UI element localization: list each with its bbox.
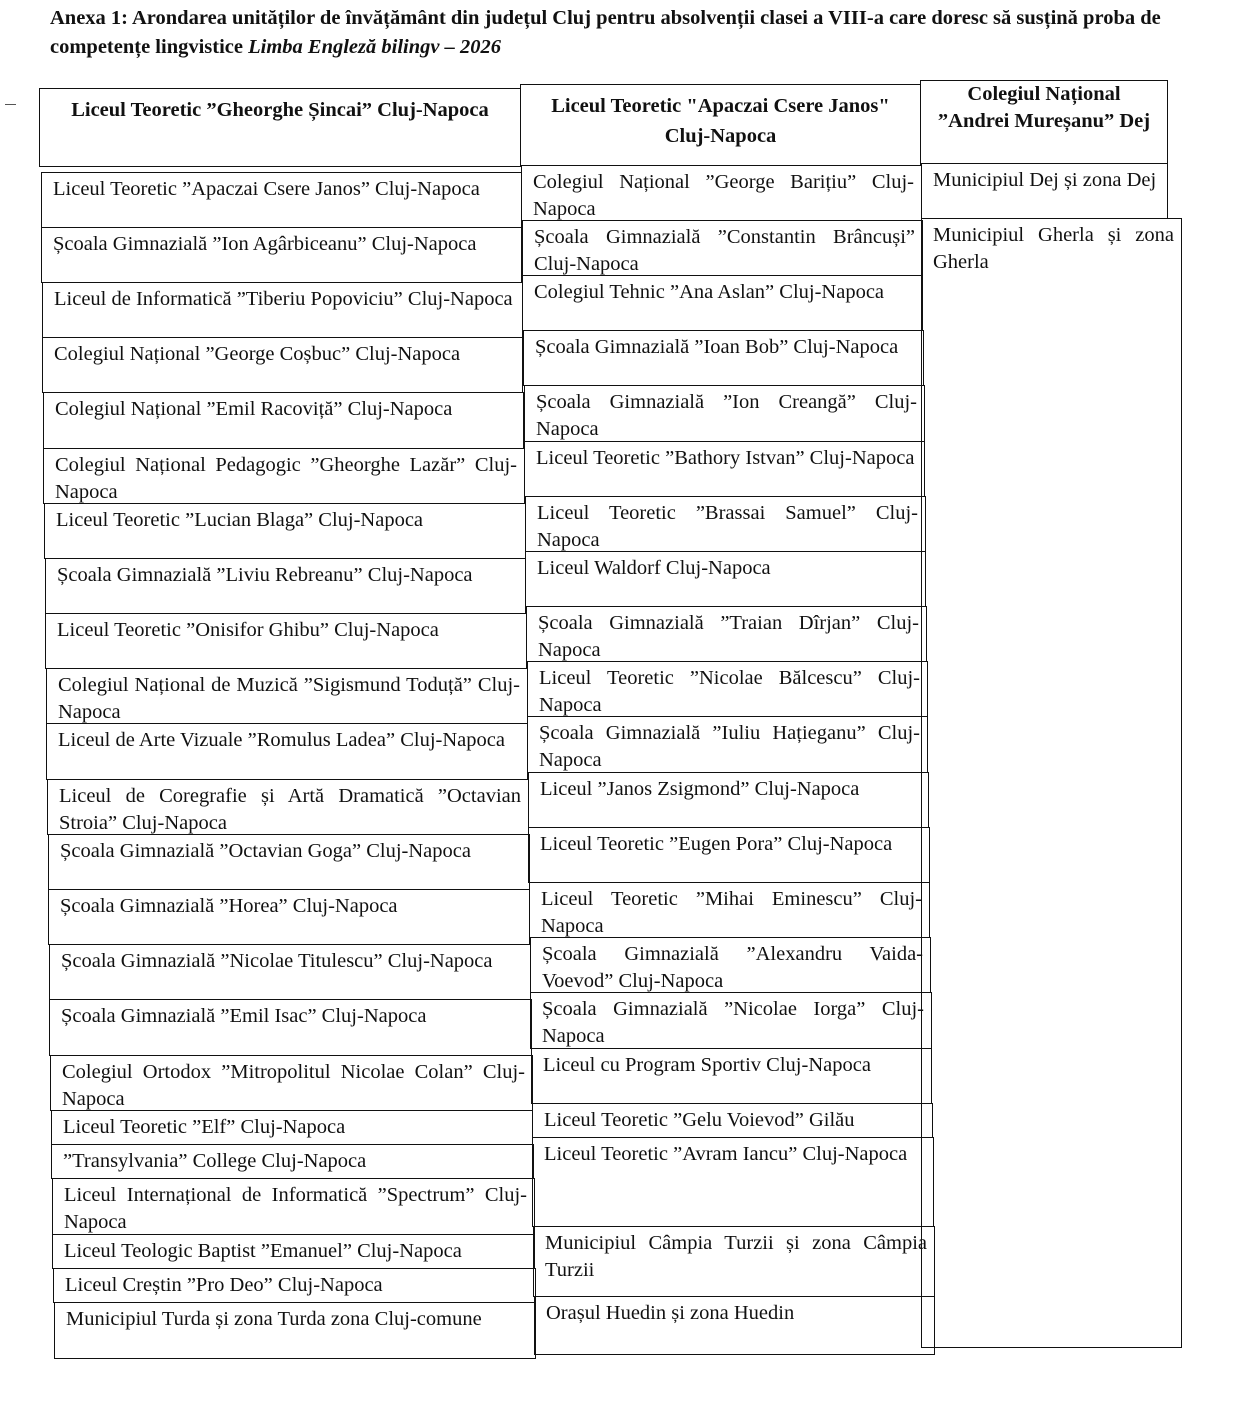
column1-cell: Școala Gimnazială ”Liviu Rebreanu” Cluj-Napoca — [45, 558, 526, 614]
column2-cell: Școala Gimnazială ”Ioan Bob” Cluj-Napoca — [523, 330, 924, 386]
column1-cell: Liceul Creștin ”Pro Deo” Cluj-Napoca — [53, 1268, 536, 1303]
column2-cell: Liceul Teoretic ”Gelu Voievod” Gilău — [532, 1103, 933, 1138]
column3-cell: Municipiul Gherla și zona Gherla — [921, 218, 1182, 1348]
column2-cell: Colegiul Național ”George Barițiu” Cluj-Napoca — [521, 165, 922, 221]
margin-mark — [5, 104, 16, 105]
column2-cell: Liceul cu Program Sportiv Cluj-Napoca — [531, 1048, 932, 1104]
column1-cell: Liceul de Informatică ”Tiberiu Popoviciu” Cluj-Napoca — [42, 282, 523, 338]
column2-cell: Școala Gimnazială ”Traian Dîrjan” Cluj-Napoca — [526, 606, 927, 662]
column1-cell: Colegiul Național ”George Coșbuc” Cluj-Napoca — [42, 337, 523, 393]
column1-cell: Școala Gimnazială ”Ion Agârbiceanu” Cluj-Napoca — [41, 227, 522, 283]
column1-cell: Liceul Teoretic ”Apaczai Csere Janos” Cluj-Napoca — [41, 172, 522, 228]
column1-cell: Colegiul Național Pedagogic ”Gheorghe Lazăr” Cluj-Napoca — [43, 448, 525, 504]
column2-cell: Școala Gimnazială ”Ion Creangă” Cluj-Napoca — [524, 385, 925, 442]
column1-cell: Colegiul Ortodox ”Mitropolitul Nicolae Colan” Cluj-Napoca — [50, 1055, 533, 1111]
column2-cell: Liceul Teoretic ”Eugen Pora” Cluj-Napoca — [528, 827, 930, 883]
column2-cell: Școala Gimnazială ”Nicolae Iorga” Cluj-Napoca — [530, 992, 932, 1049]
column1-cell: Școala Gimnazială ”Nicolae Titulescu” Cluj-Napoca — [49, 944, 531, 1000]
column2-cell: Municipiul Câmpia Turzii și zona Câmpia Turzii — [533, 1226, 935, 1297]
column2-cell: Liceul ”Janos Zsigmond” Cluj-Napoca — [528, 772, 929, 828]
column2-cell: Colegiul Tehnic ”Ana Aslan” Cluj-Napoca — [522, 275, 923, 331]
column3-cell: Municipiul Dej și zona Dej — [921, 163, 1168, 219]
column2-cell: Școala Gimnazială ”Constantin Brâncuși” Cluj-Napoca — [522, 220, 923, 276]
document-title-italic: Limba Engleză bilingv – 2026 — [248, 36, 501, 58]
column1-cell: Liceul de Arte Vizuale ”Romulus Ladea” Cluj-Napoca — [46, 723, 528, 780]
header-gheorghe-sincai: Liceul Teoretic ”Gheorghe Șincai” Cluj-Napoca — [39, 88, 521, 167]
column2-cell: Liceul Teoretic ”Brassai Samuel” Cluj-Napoca — [525, 496, 926, 552]
column1-cell: Școala Gimnazială ”Emil Isac” Cluj-Napoca — [49, 999, 532, 1056]
header-andrei-muresanu-dej: Colegiul Național ”Andrei Mureșanu” Dej — [920, 80, 1168, 164]
document-title-text: Anexa 1: Arondarea unităților de învățământ din județul Cluj pentru absolvenții clasei a VIII-a care doresc să susțină proba de competențe lingvistice — [50, 7, 1161, 58]
column1-cell: Școala Gimnazială ”Octavian Goga” Cluj-Napoca — [48, 834, 530, 890]
column1-cell: Liceul Internațional de Informatică ”Spectrum” Cluj-Napoca — [52, 1178, 535, 1235]
column2-cell: Liceul Teoretic ”Avram Iancu” Cluj-Napoca — [532, 1137, 934, 1227]
column1-cell: Municipiul Turda și zona Turda zona Cluj-comune — [54, 1302, 536, 1359]
column1-cell: Liceul de Coregrafie și Artă Dramatică ”Octavian Stroia” Cluj-Napoca — [47, 779, 529, 835]
column1-cell: Colegiul Național ”Emil Racoviță” Cluj-Napoca — [43, 392, 524, 449]
column1-cell: Liceul Teoretic ”Lucian Blaga” Cluj-Napoca — [44, 503, 526, 559]
column2-cell: Liceul Waldorf Cluj-Napoca — [525, 551, 926, 607]
document-title — [50, 4, 1190, 62]
column1-cell: Liceul Teoretic ”Elf” Cluj-Napoca — [51, 1110, 533, 1145]
column1-cell: Liceul Teologic Baptist ”Emanuel” Cluj-Napoca — [52, 1234, 535, 1269]
column2-cell: Școala Gimnazială ”Alexandru Vaida-Voevod” Cluj-Napoca — [530, 937, 931, 993]
header-apaczai-csere-janos: Liceul Teoretic "Apaczai Csere Janos" Cluj-Napoca — [520, 84, 921, 166]
column2-cell: Școala Gimnazială ”Iuliu Hațieganu” Cluj-Napoca — [527, 716, 928, 773]
column2-cell: Liceul Teoretic ”Bathory Istvan” Cluj-Napoca — [524, 441, 925, 497]
column2-cell: Orașul Huedin și zona Huedin — [534, 1296, 935, 1355]
column2-cell: Liceul Teoretic ”Mihai Eminescu” Cluj-Napoca — [529, 882, 930, 938]
column2-cell: Liceul Teoretic ”Nicolae Bălcescu” Cluj-Napoca — [527, 661, 928, 717]
column1-cell: Liceul Teoretic ”Onisifor Ghibu” Cluj-Napoca — [45, 613, 527, 669]
column1-cell: Colegiul Național de Muzică ”Sigismund Toduță” Cluj-Napoca — [46, 668, 528, 724]
column1-cell: Școala Gimnazială ”Horea” Cluj-Napoca — [48, 889, 530, 945]
column1-cell: ”Transylvania” College Cluj-Napoca — [51, 1144, 534, 1179]
